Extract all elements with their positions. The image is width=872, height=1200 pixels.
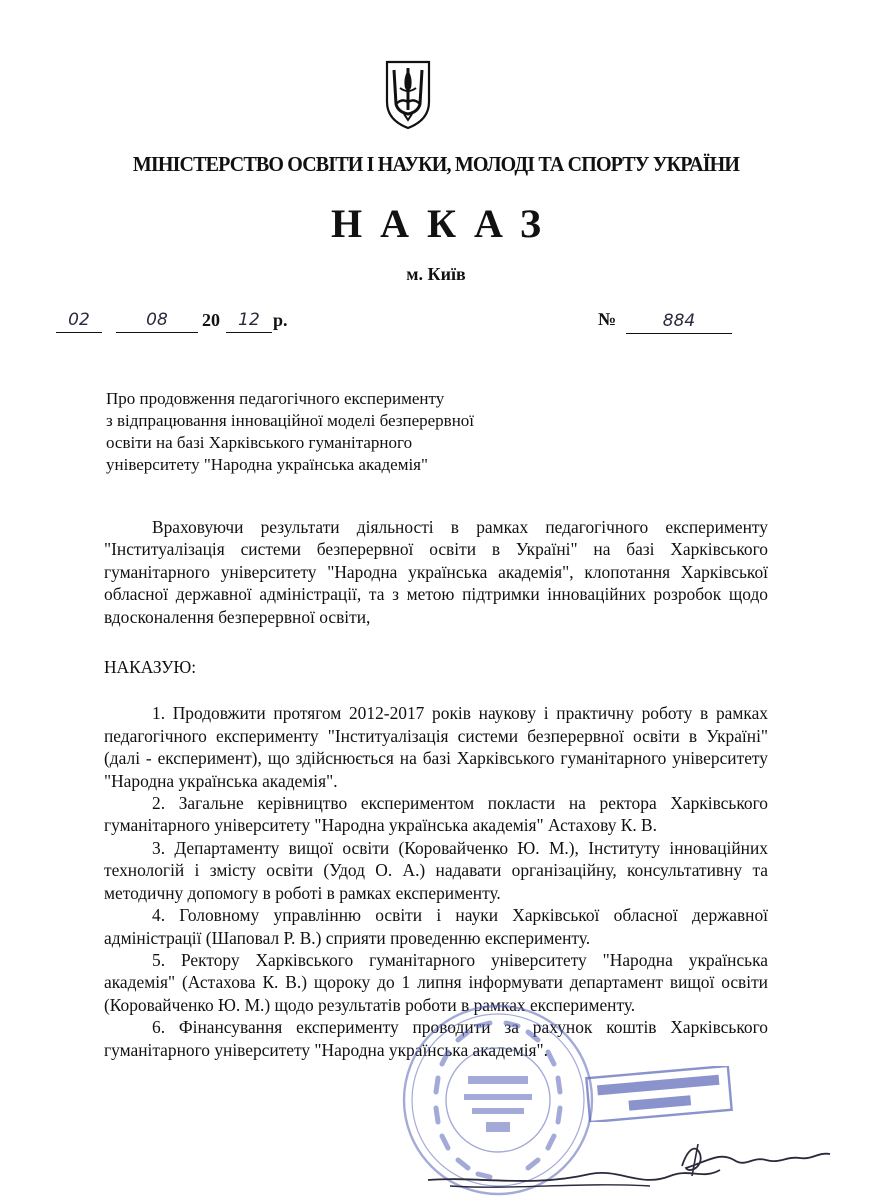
number-sign: №: [598, 309, 617, 329]
date-month: 08: [116, 308, 198, 333]
copy-certified-stamp: [584, 1066, 734, 1122]
order-subject: [106, 388, 576, 476]
order-item: 6. Фінансування експерименту проводити за рахунок коштів Харківського гуманітарного університету "Народна українська академія".: [104, 1017, 768, 1060]
date-day: 02: [56, 308, 102, 333]
order-item: 1. Продовжити протягом 2012-2017 років наукову і практичну роботу в рамках педагогічного експерименту "Інституалізація системи безперервної освіти в Україні" (далі - експеримент), що здійснюється на базі Харківського гуманітарного університету "Народна українська академія".: [104, 703, 768, 791]
preamble-paragraph: Враховуючи результати діяльності в рамках педагогічного експерименту "Інституалізація системи безперервної освіти в Україні" на базі Харківського гуманітарного університету "Народна українська академія", клопотання Харківської обласної державної адміністрації, та з метою підтримки інноваційних розробок щодо вдосконалення безперервної освіти,: [104, 517, 768, 627]
ministry-title: МІНІСТЕРСТВО ОСВІТИ І НАУКИ, МОЛОДІ ТА СПОРТУ УКРАЇНИ: [132, 152, 740, 176]
order-number: [598, 309, 696, 331]
order-item: 4. Головному управлінню освіти і науки Харківської обласної державної адміністрації (Шаповал Р. В.) сприяти проведенню експерименту.: [104, 905, 768, 948]
number-value: 884: [626, 309, 732, 334]
coat-of-arms-icon: [383, 58, 433, 130]
order-item: 5. Ректору Харківського гуманітарного університету "Народна українська академія" (Астахова К. В.) щороку до 1 липня інформувати департамент вищої освіти (Коровайченко Ю. М.) щодо результатів роботи в рамках експерименту.: [104, 949, 768, 1015]
date-year-mark: р.: [273, 310, 288, 330]
order-item: 2. Загальне керівництво експериментом покласти на ректора Харківського гуманітарного університету "Народна українська академія" Астахову К. В.: [104, 793, 768, 836]
subject-line: університету "Народна українська академія": [106, 455, 428, 474]
subject-line: з відпрацювання інноваційної моделі безперервної: [106, 411, 475, 430]
subject-line: освіти на базі Харківського гуманітарного: [106, 433, 413, 452]
order-body: [104, 516, 768, 1061]
order-word: НАКАЗУЮ:: [104, 657, 197, 678]
signature: [420, 1130, 840, 1200]
order-item: 3. Департаменту вищої освіти (Коровайченко Ю. М.), Інституту інноваційних технологій і змісту освіти (Удод О. А.) надавати організаційну, консультативну та методичну допомогу в роботі в рамках експерименту.: [104, 837, 768, 903]
date-year-prefix: 20: [202, 310, 220, 330]
date-year-suffix: 12: [226, 308, 272, 333]
city-label: м. Київ: [406, 264, 466, 284]
subject-line: Про продовження педагогічного експерименту: [106, 389, 445, 408]
document-type-title: НАКАЗ: [330, 201, 559, 246]
